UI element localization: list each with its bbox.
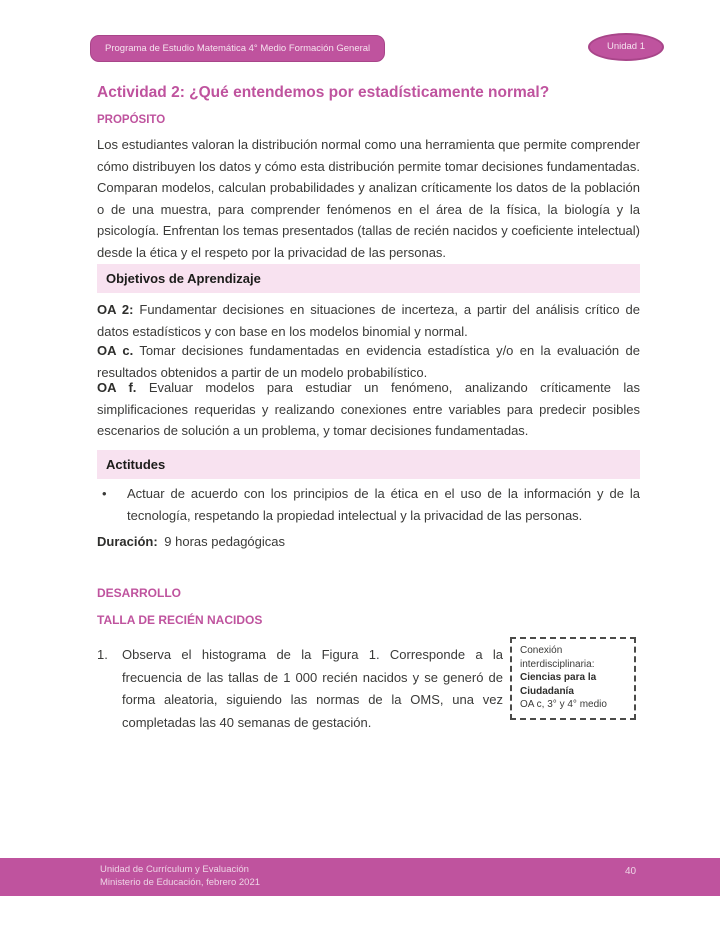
numbered-item-1 — [97, 644, 503, 734]
oa2-label: OA 2: — [97, 302, 134, 317]
page-number: 40 — [625, 866, 637, 877]
connection-intro: Conexión interdisciplinaria: — [520, 645, 595, 670]
item-number: 1. — [97, 647, 108, 662]
actitudes-band — [97, 450, 640, 479]
oac-text: Tomar decisiones fundamentadas en evidencia estadística y/o en la evaluación de resultados obtenidos a partir de un modelo probabilístico. — [97, 343, 640, 380]
objetivos-band — [97, 264, 640, 293]
objetivos-heading: Objetivos de Aprendizaje — [106, 271, 261, 286]
footer-line2: Ministerio de Educación, febrero 2021 — [100, 876, 261, 888]
program-badge: Programa de Estudio Matemática 4° Medio Formación General — [90, 35, 385, 62]
footer-credits — [100, 864, 260, 889]
activity-title: Actividad 2: ¿Qué entendemos por estadísticamente normal? — [97, 84, 550, 101]
connection-subject: Ciencias para la Ciudadanía — [520, 672, 597, 697]
proposito-heading: PROPÓSITO — [97, 114, 166, 126]
actitudes-bullet-item — [97, 483, 640, 526]
item-text: Observa el histograma de la Figura 1. Corresponde a la frecuencia de las tallas de 1 000 recién nacidos y se generó de forma aleatoria, siguiendo las normas de la OMS, una vez completadas las 40 semanas de gestación. — [122, 647, 503, 730]
oaf-paragraph — [97, 377, 640, 442]
connection-detail: OA c, 3° y 4° medio — [520, 699, 607, 710]
oa2-text: Fundamentar decisiones en situaciones de incerteza, a partir del análisis crítico de datos estadísticos y con base en los modelos binomial y normal. — [97, 302, 640, 339]
unit-badge: Unidad 1 — [588, 33, 664, 61]
duracion-value: 9 horas pedagógicas — [164, 534, 285, 549]
oaf-label: OA f. — [97, 380, 137, 395]
oaf-text: Evaluar modelos para estudiar un fenómeno, analizando críticamente las simplificaciones requeridas y realizando conexiones entre variables para predecir posibles escenarios de solución a un problema, y tomar decisiones fundamentadas. — [97, 380, 640, 438]
actitudes-heading: Actitudes — [106, 457, 166, 472]
oa2-paragraph — [97, 299, 640, 342]
duracion-line — [97, 531, 640, 553]
desarrollo-heading: DESARROLLO — [97, 586, 181, 600]
footer-band — [0, 858, 720, 896]
footer-line1: Unidad de Currículum y Evaluación — [100, 864, 249, 875]
proposito-paragraph: Los estudiantes valoran la distribución normal como una herramienta que permite comprender cómo distribuyen los datos y cómo esta distribución permite tomar decisiones fundamentadas. Comparan modelos, calculan probabilidades y analizan críticamente los datos de la población o de una muestra, para comprender fenómenos en el área de la física, la biología y la psicología. Enfrentan los temas presentados (tallas de recién nacidos y coeficiente intelectual) desde la ética y el respeto por la privacidad de las personas. — [97, 137, 640, 260]
oac-label: OA c. — [97, 343, 134, 358]
talla-subheading: TALLA DE RECIÉN NACIDOS — [97, 613, 263, 627]
connection-box — [510, 637, 636, 720]
bullet-icon: • — [102, 486, 107, 501]
duracion-label: Duración: — [97, 534, 158, 549]
actitudes-bullet-text: Actuar de acuerdo con los principios de la ética en el uso de la información y de la tecnología, respetando la propiedad intelectual y la privacidad de las personas. — [127, 486, 640, 523]
